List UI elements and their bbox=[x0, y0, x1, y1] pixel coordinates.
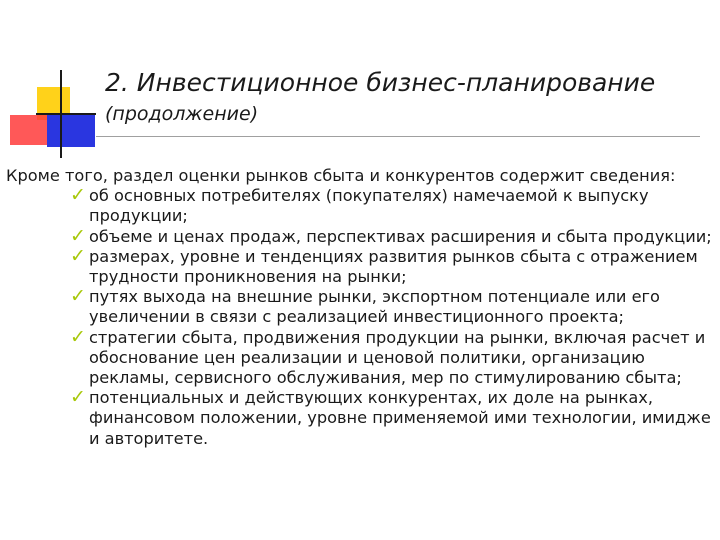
checkmark-icon: ✓ bbox=[70, 244, 86, 267]
intro-paragraph: Кроме того, раздел оценки рынков сбыта и конкурентов содержит сведения: bbox=[6, 166, 676, 185]
checkmark-icon: ✓ bbox=[70, 285, 86, 308]
slide-subtitle: (продолжение) bbox=[105, 103, 259, 125]
bullet-text: путях выхода на внешние рынки, экспортном потенциале или его увеличении в связи с реализацией инвестиционного проекта; bbox=[89, 287, 660, 327]
bullet-text: потенциальных и действующих конкурентах, их доле на рынках, финансовом положении, уровне применяемой ими технологии, имидже и авторитете. bbox=[89, 388, 711, 448]
checkmark-icon: ✓ bbox=[70, 224, 86, 247]
bullet-text: объеме и ценах продаж, перспективах расширения и сбыта продукции; bbox=[89, 226, 712, 246]
horizontal-line-decoration bbox=[36, 113, 96, 115]
bullet-item bbox=[6, 244, 712, 287]
bullet-text: стратегии сбыта, продвижения продукции на рынки, включая расчет и обоснование цен реализации и ценовой политики, организацию рекламы, сервисного обслуживания, мер по стимулированию сбыта; bbox=[89, 327, 706, 388]
bullet-item bbox=[6, 287, 712, 327]
checkmark-icon: ✓ bbox=[70, 386, 86, 409]
bullet-item bbox=[6, 224, 712, 247]
bullet-item bbox=[6, 325, 712, 389]
slide-title: 2. Инвестиционное бизнес-планирование bbox=[105, 68, 656, 97]
bullet-item bbox=[6, 186, 712, 226]
red-square-decoration bbox=[10, 115, 47, 145]
title-divider bbox=[96, 136, 700, 137]
checkmark-icon: ✓ bbox=[70, 184, 86, 207]
blue-square-decoration bbox=[47, 114, 95, 147]
bullet-text: размерах, уровне и тенденциях развития рынков сбыта с отражением трудности проникновения на рынки; bbox=[89, 246, 698, 287]
slide-body bbox=[6, 166, 712, 449]
bullet-text: об основных потребителях (покупателях) намечаемой к выпуску продукции; bbox=[89, 186, 649, 226]
bullet-item bbox=[6, 388, 712, 449]
checkmark-icon: ✓ bbox=[70, 325, 86, 348]
